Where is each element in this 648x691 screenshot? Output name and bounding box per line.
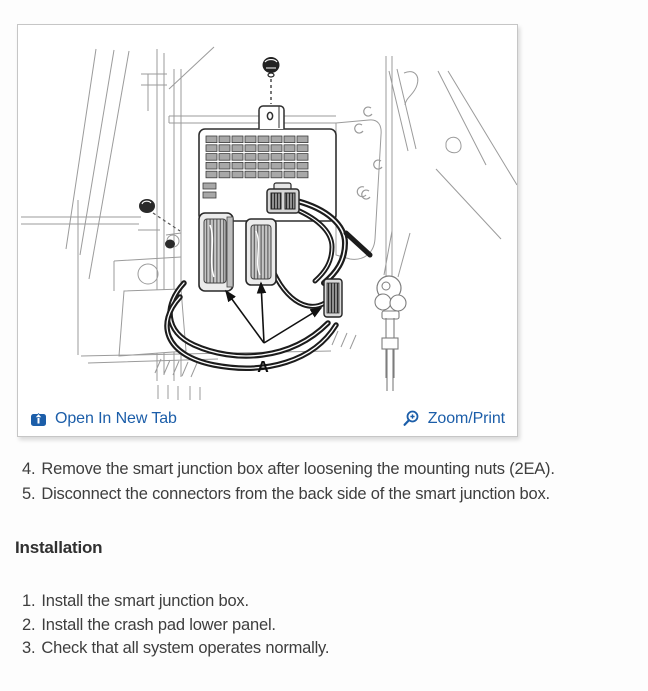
installation-steps-list bbox=[22, 590, 638, 661]
zoom-print-link[interactable] bbox=[402, 410, 505, 428]
step-number: 1. bbox=[22, 592, 36, 610]
callout-arrows bbox=[226, 283, 321, 343]
open-in-new-tab-icon bbox=[30, 411, 47, 427]
step-number: 4. bbox=[22, 460, 36, 478]
installation-heading: Installation bbox=[15, 538, 103, 557]
junction-box-diagram bbox=[18, 25, 517, 402]
diagram-image-card bbox=[17, 24, 518, 437]
removal-steps-list bbox=[22, 457, 638, 507]
zoom-print-label: Zoom/Print bbox=[427, 410, 505, 427]
step-text: Disconnect the connectors from the back side of the smart junction box. bbox=[41, 485, 550, 503]
callout-label-a: A bbox=[257, 359, 269, 376]
step-number: 3. bbox=[22, 639, 36, 657]
open-in-new-tab-link[interactable] bbox=[30, 410, 177, 428]
step-text: Install the crash pad lower panel. bbox=[41, 615, 276, 634]
connector-small-right bbox=[324, 279, 342, 317]
connector-left bbox=[199, 213, 233, 291]
install-step-3 bbox=[22, 637, 638, 661]
zoom-magnifier-plus-icon bbox=[402, 410, 420, 428]
image-toolbar bbox=[18, 402, 517, 436]
removal-step-5 bbox=[22, 482, 638, 507]
mounting-tab bbox=[259, 106, 284, 129]
step-number: 2. bbox=[22, 615, 36, 634]
step-number: 5. bbox=[22, 485, 36, 503]
install-step-2 bbox=[22, 614, 638, 638]
diagram-viewport bbox=[18, 25, 517, 402]
steering-shaft bbox=[375, 276, 406, 391]
step-text: Check that all system operates normally. bbox=[41, 639, 330, 657]
mounting-bolt-icon bbox=[263, 57, 280, 104]
step-text: Remove the smart junction box after loosening the mounting nuts (2EA). bbox=[41, 460, 555, 478]
step-text: Install the smart junction box. bbox=[41, 592, 249, 610]
install-step-1 bbox=[22, 590, 638, 614]
removal-step-4 bbox=[22, 457, 638, 482]
connector-center bbox=[246, 219, 276, 285]
open-in-new-tab-label: Open In New Tab bbox=[55, 410, 177, 427]
